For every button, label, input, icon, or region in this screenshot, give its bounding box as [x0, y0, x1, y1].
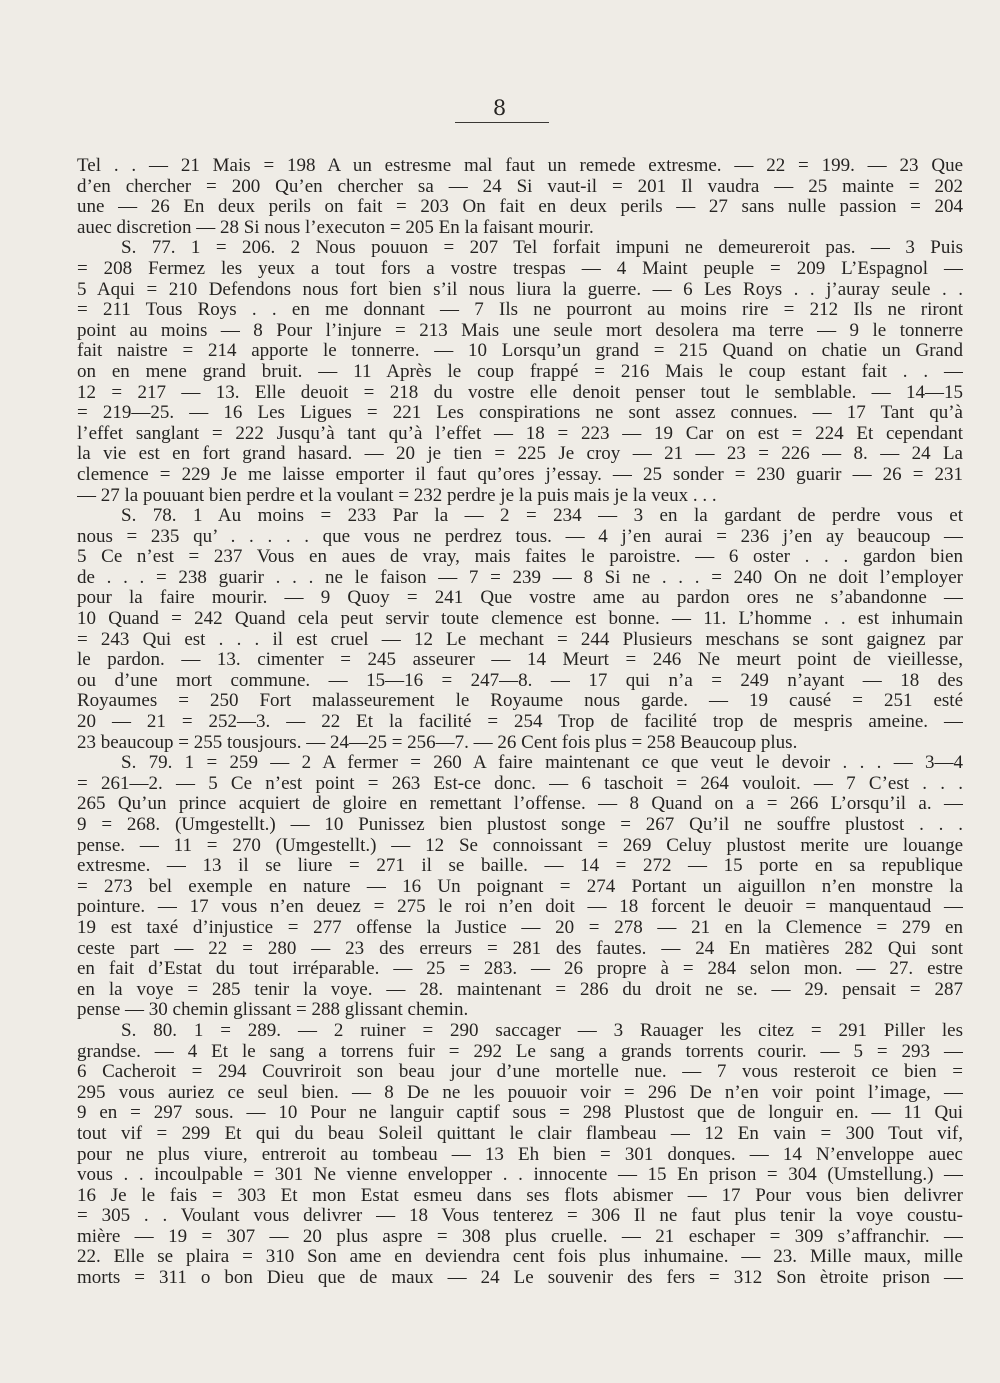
text-line: 10 Quand = 242 Quand cela peut servir toute clemence est bonne. — 11. L’homme . . est inhumain — [77, 609, 963, 630]
text-line: 19 est taxé d’injustice = 277 offense la Justice — 20 = 278 — 21 en la Clemence = 279 en — [77, 917, 963, 938]
text-line: pense. — 11 = 270 (Umgestellt.) — 12 Se connoissant = 269 Celuy plustost merite ure louange — [77, 835, 963, 856]
text-line: morts = 311 o bon Dieu que de maux — 24 Le souvenir des fers = 312 Son ètroite prison — — [77, 1268, 963, 1289]
text-line: auec discretion — 28 Si nous l’executon = 205 En la faisant mourir. — [77, 217, 594, 238]
text-line: la vie est en fort grand hasard. — 20 je tien = 225 Je croy — 21 — 23 = 226 — 8. — 24 La — [77, 444, 963, 465]
text-line: nous = 235 qu’ . . . . . que vous ne perdrez tous. — 4 j’en aurai = 236 j’en ay beaucoup — — [77, 526, 963, 547]
text-line: en la voye = 285 tenir la voye. — 28. maintenant = 286 du droit ne se. — 29. pensait = 287 — [77, 979, 963, 1000]
text-line: le pardon. — 13. cimenter = 245 asseurer — 14 Meurt = 246 Ne meurt point de vieillesse, — [77, 650, 963, 671]
page-number-rule — [455, 122, 549, 123]
text-line: Tel . . — 21 Mais = 198 A un estresme mal faut un remede extresme. — 22 = 199. — 23 Que — [77, 156, 963, 176]
text-line: vous . . incoulpable = 301 Ne vienne envelopper . . innocente — 15 En prison = 304 (Umstellung.) — — [77, 1165, 963, 1186]
text-line: pense — 30 chemin glissant = 288 glissant chemin. — [77, 1000, 469, 1021]
text-line: 265 Qu’un prince acquiert de gloire en remettant l’offense. — 8 Quand on a = 266 L’orsqu’il a. — — [77, 794, 963, 815]
text-line: S. 79. 1 = 259 — 2 A fermer = 260 A faire maintenant ce que veut le devoir . . . — 3—4 — [121, 753, 963, 774]
text-line: = 273 bel exemple en nature — 16 Un poignant = 274 Portant un aiguillon n’en monstre la — [77, 876, 963, 897]
text-line: d’en chercher = 200 Qu’en chercher sa — 24 Si vaut-il = 201 Il vaudra — 25 mainte = 202 — [77, 176, 963, 197]
text-line: = 208 Fermez les yeux a tout fors a vostre trespas — 4 Maint peuple = 209 L’Espagnol — — [77, 258, 963, 279]
text-line: = 261—2. — 5 Ce n’est point = 263 Est-ce donc. — 6 taschoit = 264 vouloit. — 7 C’est . . . — [77, 773, 963, 794]
text-line: pointure. — 17 vous n’en deuez = 275 le roi n’en doit — 18 forcent le deuoir = manquentaud — — [77, 897, 963, 918]
text-line: grandse. — 4 Et le sang a torrens fuir = 292 Le sang a grands torrents courir. — 5 = 293 — — [77, 1041, 963, 1062]
text-line: = 219—25. — 16 Les Ligues = 221 Les conspirations ne sont assez connues. — 17 Tant qu’à — [77, 403, 963, 424]
text-block — [77, 156, 963, 1289]
text-line: = 243 Qui est . . . il est cruel — 12 Le mechant = 244 Plusieurs meschans se sont gaignez par — [77, 629, 963, 650]
text-line: ou d’une mort commune. — 15—16 = 247—8. — 17 qui n’a = 249 n’ayant — 18 des — [77, 670, 963, 691]
text-line: 16 Je le fais = 303 Et mon Estat esmeu dans ses flots abismer — 17 Pour vous bien delivrer — [77, 1185, 963, 1206]
text-line: S. 78. 1 Au moins = 233 Par la — 2 = 234 — 3 en la gardant de perdre vous et — [121, 506, 963, 527]
text-line: mière — 19 = 307 — 20 plus aspre = 308 plus cruelle. — 21 eschaper = 309 s’affranchir. — — [77, 1226, 963, 1247]
text-line: 23 beaucoup = 255 tousjours. — 24—25 = 256—7. — 26 Cent fois plus = 258 Beaucoup plus. — [77, 732, 798, 753]
text-line: S. 77. 1 = 206. 2 Nous pouuon = 207 Tel forfait impuni ne demeureroit pas. — 3 Puis — [121, 238, 963, 259]
text-line: pour ne plus viure, entreroit au tombeau — 13 Eh bien = 301 donques. — 14 N’enveloppe auec — [77, 1144, 963, 1165]
text-line: clemence = 229 Je me laisse emporter il faut qu’ores j’essay. — 25 sonder = 230 guarir — 26 = 231 — [77, 464, 963, 485]
text-line: 22. Elle se plaira = 310 Son ame en deviendra cent fois plus inhumaine. — 23. Mille maux, mille — [77, 1247, 963, 1268]
text-line: — 27 la pouuant bien perdre et la voulant = 232 perdre je la puis mais je la veux . . . — [77, 485, 717, 506]
text-line: fait naistre = 214 apporte le tonnerre. — 10 Lorsqu’un grand = 215 Quand on chatie un Grand — [77, 341, 963, 362]
text-line: 9 en = 297 sous. — 10 Pour ne languir captif sous = 298 Plustost que de longuir en. — 11 Qui — [77, 1103, 963, 1124]
text-line: l’effet sanglant = 222 Jusqu’à tant qu’à l’effet — 18 = 223 — 19 Car on est = 224 Et cependant — [77, 423, 963, 444]
page-number: 8 — [492, 96, 508, 120]
text-line: ceste part — 22 = 280 — 23 des erreurs = 281 des fautes. — 24 En matières 282 Qui sont — [77, 938, 963, 959]
text-line: point au moins — 8 Pour l’injure = 213 Mais une seule mort desolera ma terre — 9 le tonnerre — [77, 320, 963, 341]
text-line: pour la faire mourir. — 9 Quoy = 241 Que vostre ame au pardon ores ne s’abandonne — — [77, 588, 963, 609]
text-line: 20 — 21 = 252—3. — 22 Et la facilité = 254 Trop de facilité trop de mespris ameine. — — [77, 712, 963, 733]
text-line: une — 26 En deux perils on fait = 203 On fait en deux perils — 27 sans nulle passion = 204 — [77, 197, 963, 218]
text-line: en fait d’Estat du tout irréparable. — 25 = 283. — 26 propre à = 284 selon mon. — 27. estre — [77, 959, 963, 980]
text-line: S. 80. 1 = 289. — 2 ruiner = 290 saccager — 3 Rauager les citez = 291 Piller les — [121, 1020, 963, 1041]
text-line: 6 Cacheroit = 294 Couvriroit son beau jour d’une mortelle nue. — 7 vous resteroit ce bien = — [77, 1062, 963, 1083]
text-line: = 211 Tous Roys . . en me donnant — 7 Ils ne pourront au moins rire = 212 Ils ne riront — [77, 300, 963, 321]
text-line: 295 vous auriez ce seul bien. — 8 De ne les pouuoir voir = 296 De n’en voir point l’image, — — [77, 1082, 963, 1103]
text-line: de . . . = 238 guarir . . . ne le faison — 7 = 239 — 8 Si ne . . . = 240 On ne doit l’employer — [77, 567, 963, 588]
text-line: 9 = 268. (Umgestellt.) — 10 Punissez bien plustost songe = 267 Qu’il ne souffre plustost . . . — [77, 815, 963, 835]
text-line: on en mene grand bruit. — 11 Après le coup frappé = 216 Mais le coup estant fait . . — — [77, 361, 963, 382]
text-line: = 305 . . Voulant vous delivrer — 18 Vous tenterez = 306 Il ne faut plus tenir la voye coustu- — [77, 1206, 963, 1227]
text-line: tout vif = 299 Et qui du beau Soleil quittant le clair flambeau — 12 En vain = 300 Tout vif, — [77, 1123, 963, 1144]
text-line: 5 Aqui = 210 Defendons nous fort bien s’il nous liura la guerre. — 6 Les Roys . . j’auray seule . . — [77, 279, 963, 300]
text-line: extresme. — 13 il se liure = 271 il se baille. — 14 = 272 — 15 porte en sa republique — [77, 856, 963, 877]
text-line: 12 = 217 — 13. Elle deuoit = 218 du vostre elle denoit penser tout le semblable. — 14—15 — [77, 382, 963, 403]
text-line: 5 Ce n’est = 237 Vous en aues de vray, mais faites le paroistre. — 6 oster . . . gardon bien — [77, 547, 963, 568]
text-line: Royaumes = 250 Fort malasseurement le Royaume nous garde. — 19 causé = 251 esté — [77, 691, 963, 712]
